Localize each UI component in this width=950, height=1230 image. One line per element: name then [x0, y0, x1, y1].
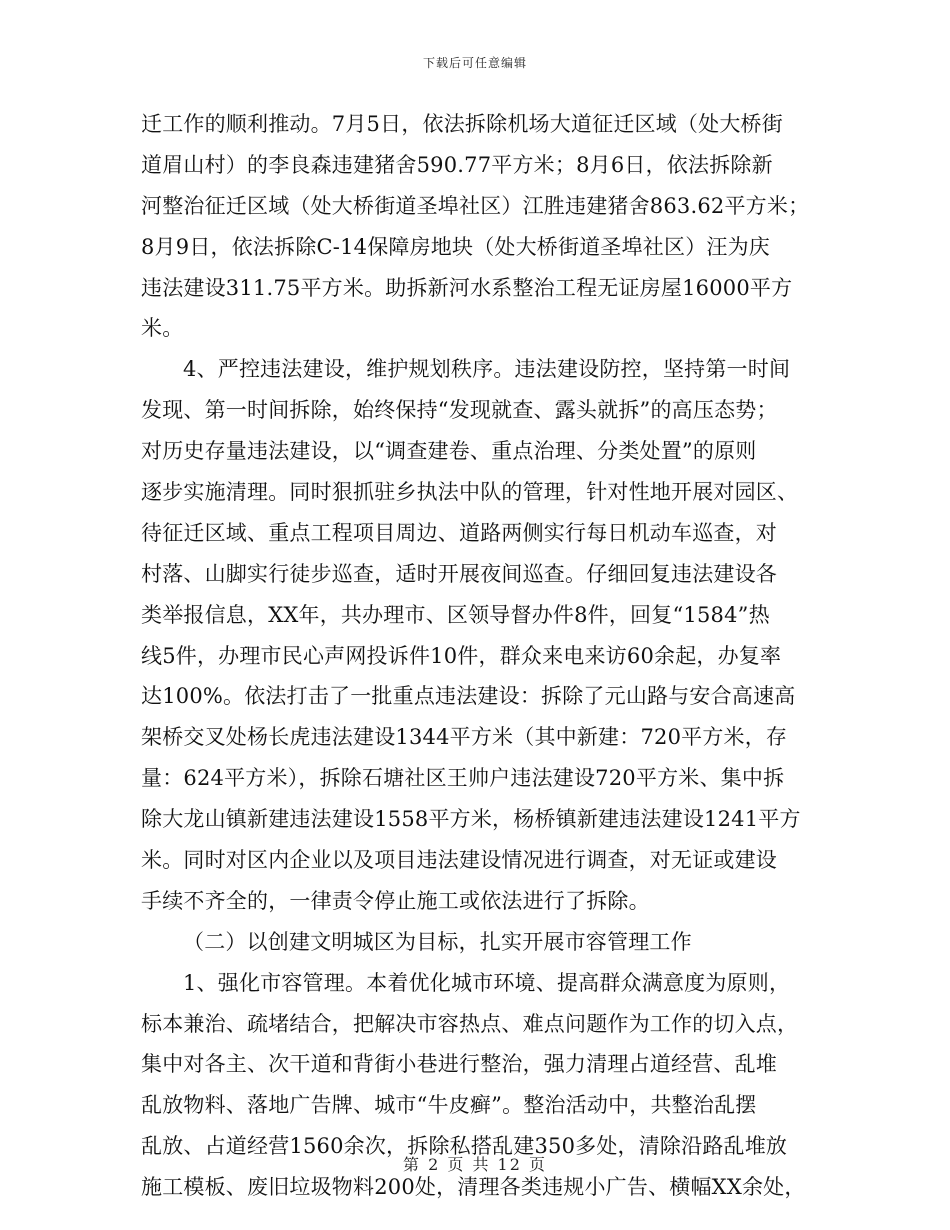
text-line: 河整治征迁区域（处大桥街道圣埠社区）江胜违建猪舍863.62平方米； — [141, 193, 810, 218]
text-line: 达100%。依法打击了一批重点违法建设：拆除了元山路与安合高速高 — [141, 684, 796, 709]
page-header: 下载后可任意编辑 — [422, 56, 527, 70]
text-line: 迁工作的顺利推动。7月5日，依法拆除机场大道征迁区域（处大桥街 — [141, 112, 783, 136]
text-line: 类举报信息，XX年，共办理市、区领导督办件8件，回复“1584”热 — [141, 602, 770, 627]
text-line: 村落、山脚实行徒步巡查，适时开展夜间巡查。仔细回复违法建设各 — [141, 561, 777, 586]
text-line: 量：624平方米），拆除石塘社区王帅户违法建设720平方米、集中拆 — [141, 766, 785, 791]
text-line: 乱放物料、落地广告牌、城市“牛皮癣”。整治活动中，共整治乱摆 — [141, 1093, 757, 1118]
page-number-footer: 第 2 页 共 12 页 — [403, 1155, 547, 1174]
text-line: 发现、第一时间拆除，始终保持“发现就查、露头就拆”的高压态势； — [141, 398, 778, 423]
text-line: 集中对各主、次干道和背街小巷进行整治，强力清理占道经营、乱堆 — [141, 1052, 777, 1077]
paragraph-start-line: 4、严控违法建设，维护规划秩序。违法建设防控，坚持第一时间 — [183, 357, 791, 382]
text-line: 架桥交叉处杨长虎违法建设1344平方米（其中新建：720平方米，存 — [141, 725, 788, 750]
text-line: 除大龙山镇新建违法建设1558平方米，杨桥镇新建违法建设1241平方 — [141, 807, 801, 832]
text-line: 道眉山村）的李良森违建猪舍590.77平方米；8月6日，依法拆除新 — [141, 152, 773, 177]
text-line: 施工模板、废旧垃圾物料200处，清理各类违规小广告、横幅XX余处， — [141, 1175, 806, 1200]
text-line: 乱放、占道经营1560余次，拆除私搭乱建350多处，清除沿路乱堆放 — [141, 1134, 788, 1159]
text-line: 手续不齐全的，一律责令停止施工或依法进行了拆除。 — [141, 888, 650, 913]
section-heading: （二）以创建文明城区为目标，扎实开展市容管理工作 — [183, 929, 692, 954]
paragraph-start-line: 1、强化市容管理。本着优化城市环境、提高群众满意度为原则， — [183, 970, 791, 995]
text-line: 米。 — [141, 316, 184, 341]
text-line: 对历史存量违法建设，以“调查建卷、重点治理、分类处置”的原则 — [141, 439, 757, 464]
text-line: 米。同时对区内企业以及项目违法建设情况进行调查，对无证或建设 — [141, 848, 777, 873]
text-line: 8月9日，依法拆除C-14保障房地块（处大桥街道圣埠社区）汪为庆 — [141, 234, 771, 259]
text-line: 待征迁区域、重点工程项目周边、道路两侧实行每日机动车巡查，对 — [141, 520, 777, 545]
text-line: 线5件，办理市民心声网投诉件10件，群众来电来访60余起，办复率 — [141, 643, 782, 668]
text-line: 违法建设311.75平方米。助拆新河水系整治工程无证房屋16000平方 — [141, 275, 793, 300]
document-body — [141, 104, 816, 1208]
text-line: 标本兼治、疏堵结合，把解决市容热点、难点问题作为工作的切入点， — [141, 1011, 799, 1036]
text-line: 逐步实施清理。同时狠抓驻乡执法中队的管理，针对性地开展对园区、 — [141, 480, 799, 505]
